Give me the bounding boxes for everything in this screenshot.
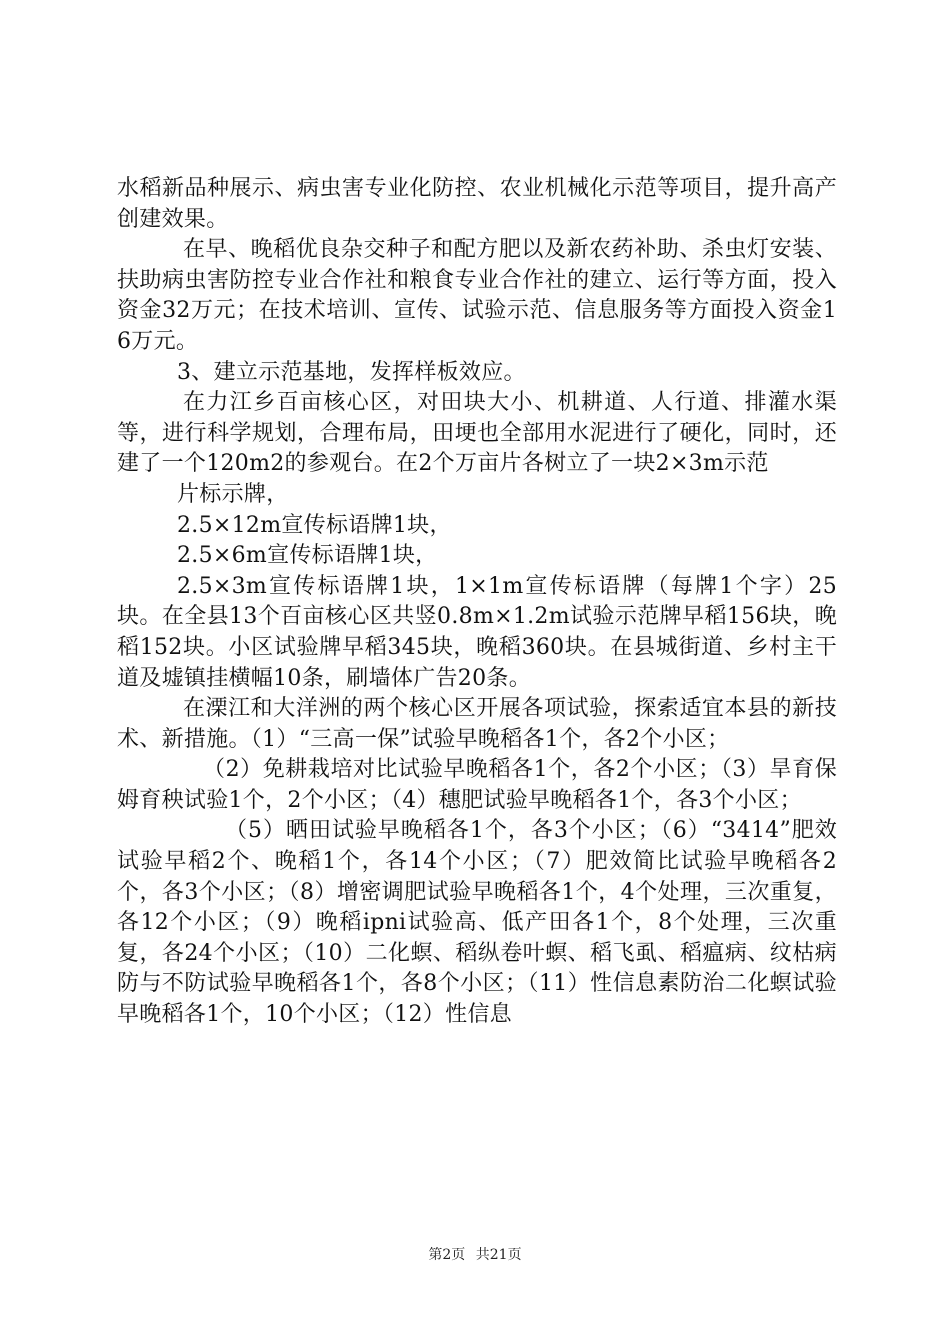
paragraph-funding: 在早、晚稻优良杂交种子和配方肥以及新农药补助、杀虫灯安装、扶助病虫害防控专业合作社和粮食专业合作社的建立、运行等方面，投入资金32万元；在技术培训、宣传、试验示范、信息服务等方面投入资金16万元。	[117, 237, 837, 354]
document-body	[117, 174, 837, 1031]
page-number: 第2页	[428, 1247, 466, 1263]
section-heading-demo-base: 3、建立示范基地，发挥样板效应。	[177, 359, 526, 385]
paragraph-project-intro: 水稻新品种展示、病虫害专业化防控、农业机械化示范等项目，提升高产创建效果。	[117, 176, 837, 232]
paragraph-sign: 片标示牌，	[177, 481, 289, 507]
paragraph-trials-intro: 在溧江和大洋洲的两个核心区开展各项试验，探索适宜本县的新技术、新措施。（1）“三高一保”试验早晚稻各1个，各2个小区；	[117, 696, 837, 752]
paragraph-core-area: 在力江乡百亩核心区，对田块大小、机耕道、人行道、排灌水渠等，进行科学规划，合理布局，田埂也全部用水泥进行了硬化，同时，还建了一个120m2的参观台。在2个万亩片各树立了一块2×3m示范	[117, 390, 837, 477]
paragraph-trials-5-12: （5）晒田试验早晚稻各1个，各3个小区；（6）“3414”肥效试验早稻2个、晚稻1个，各14个小区；（7）肥效简比试验早晚稻各2个，各3个小区；（8）增密调肥试验早晚稻各1个，4个处理，三次重复，各12个小区；（9）晚稻ipni试验高、低产田各1个，8个处理，三次重复，各24个小区；（10）二化螟、稻纵卷叶螟、稻飞虱、稻瘟病、纹枯病防与不防试验早晚稻各1个，各8个小区；（11）性信息素防治二化螟试验早晚稻各1个，10个小区；（12）性信息	[117, 818, 837, 1028]
page-footer	[0, 1244, 950, 1264]
paragraph-slogan-board-6m: 2.5×6m宣传标语牌1块，	[177, 543, 438, 569]
paragraph-slogan-board-12m: 2.5×12m宣传标语牌1块，	[177, 512, 452, 538]
paragraph-trials-2-4: （2）免耕栽培对比试验早晚稻各1个，各2个小区；（3）旱育保姆育秧试验1个，2个小区；（4）穗肥试验早晚稻各1个，各3个小区；	[117, 757, 837, 813]
paragraph-slogan-board-3m: 2.5×3m宣传标语牌1块，1×1m宣传标语牌（每牌1个字）25块。在全县13个百亩核心区共竖0.8m×1.2m试验示范牌早稻156块，晚稻152块。小区试验牌早稻345块，晚稻360块。在县城街道、乡村主干道及墟镇挂横幅10条，刷墙体广告20条。	[117, 573, 837, 691]
page-total: 共21页	[475, 1247, 522, 1263]
